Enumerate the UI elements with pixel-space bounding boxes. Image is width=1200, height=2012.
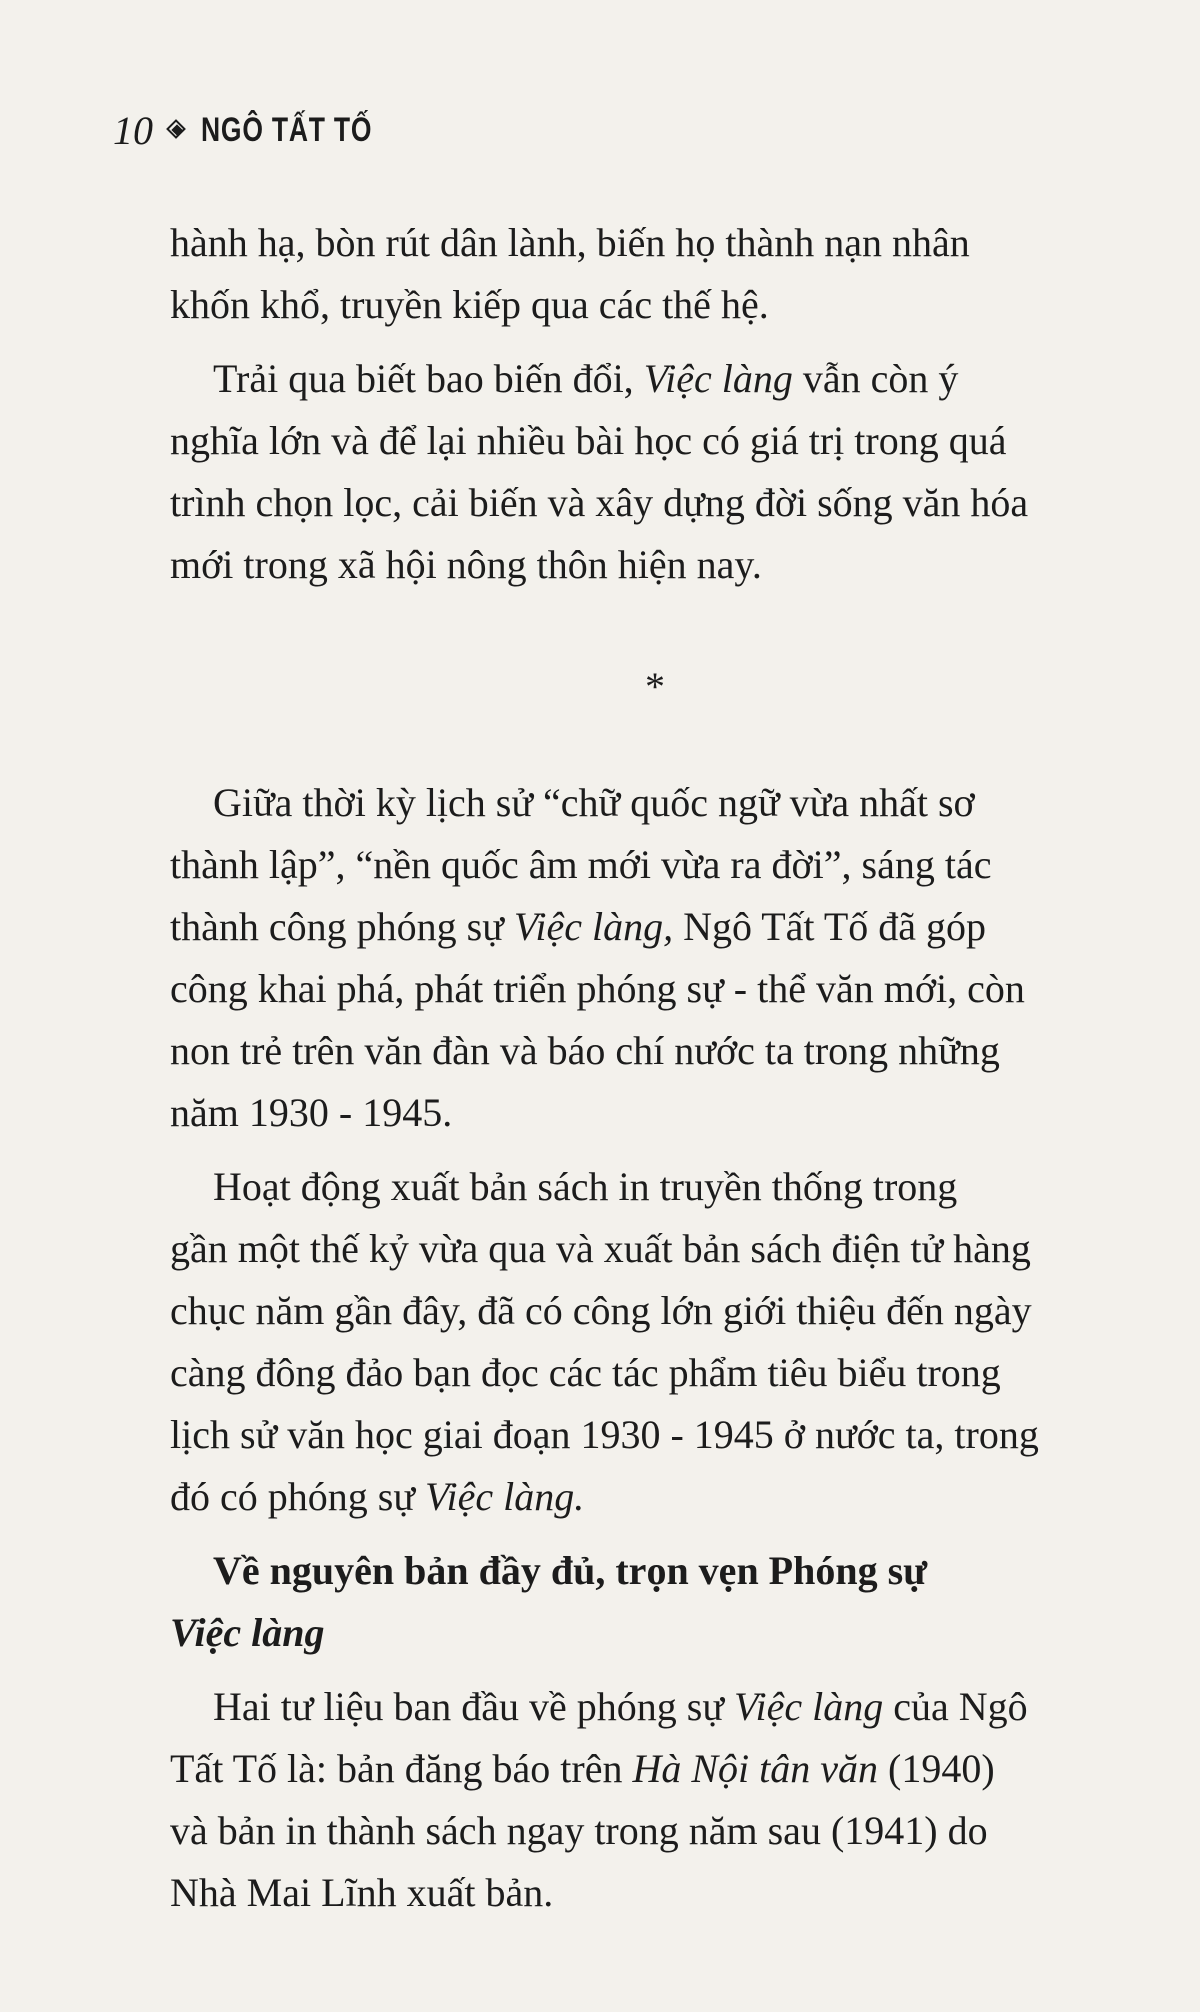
text-line bbox=[170, 1602, 324, 1664]
page-number: 10 bbox=[113, 107, 153, 153]
text-segment: đó có phóng sự bbox=[170, 1474, 425, 1519]
italic-text: Việc làng bbox=[170, 1610, 325, 1655]
bold-text: Về nguyên bản đầy đủ, trọn vẹn Phóng sự bbox=[213, 1548, 928, 1593]
text-line bbox=[213, 1540, 927, 1602]
text-line bbox=[170, 1020, 1000, 1082]
text-segment: gần một thế kỷ vừa qua và xuất bản sách điện tử hàng bbox=[170, 1226, 1031, 1271]
text-line bbox=[170, 212, 970, 274]
text-segment: mới trong xã hội nông thôn hiện nay. bbox=[170, 542, 762, 587]
text-line bbox=[170, 958, 1025, 1020]
italic-text: Việc làng. bbox=[425, 1474, 585, 1519]
text-segment: Hoạt động xuất bản sách in truyền thống trong bbox=[213, 1164, 958, 1209]
text-segment: vẫn còn ý bbox=[792, 356, 959, 401]
section-divider-asterisk bbox=[199, 656, 1111, 718]
text-line bbox=[170, 472, 1028, 534]
text-line bbox=[170, 534, 762, 596]
text-segment: thành công phóng sự bbox=[170, 904, 514, 949]
text-line bbox=[170, 834, 991, 896]
text-segment: Trải qua biết bao biến đổi, bbox=[213, 356, 644, 401]
text-segment: càng đông đảo bạn đọc các tác phẩm tiêu biểu trong bbox=[170, 1350, 1001, 1395]
italic-text: Việc làng bbox=[643, 356, 793, 401]
text-segment: Giữa thời kỳ lịch sử “chữ quốc ngữ vừa nhất sơ bbox=[213, 780, 975, 825]
text-segment: thành lập”, “nền quốc âm mới vừa ra đời”, sáng tác bbox=[170, 842, 992, 887]
text-segment: non trẻ trên văn đàn và báo chí nước ta trong những bbox=[170, 1028, 1000, 1073]
text-line bbox=[213, 1676, 1028, 1738]
text-segment: trình chọn lọc, cải biến và xây dựng đời sống văn hóa bbox=[170, 480, 1029, 525]
text-line bbox=[213, 348, 958, 410]
italic-text: Việc làng bbox=[734, 1684, 884, 1729]
text-segment: công khai phá, phát triển phóng sự - thể văn mới, còn bbox=[170, 966, 1025, 1011]
author-name: NGÔ TẤT TỐ bbox=[201, 110, 373, 149]
text-line bbox=[170, 1466, 584, 1528]
text-line bbox=[170, 896, 986, 958]
text-segment: của Ngô bbox=[883, 1684, 1028, 1729]
text-segment: Nhà Mai Lĩnh xuất bản. bbox=[170, 1870, 554, 1915]
text-line bbox=[213, 1156, 957, 1218]
text-line bbox=[170, 1082, 452, 1144]
text-line bbox=[170, 1280, 1032, 1342]
italic-text: Hà Nội tân văn bbox=[632, 1746, 878, 1791]
text-line bbox=[213, 772, 975, 834]
text-segment: Tất Tố là: bản đăng báo trên bbox=[170, 1746, 633, 1791]
text-line bbox=[170, 1862, 553, 1924]
text-line bbox=[170, 1738, 995, 1800]
running-header bbox=[113, 100, 421, 160]
text-segment: khốn khổ, truyền kiếp qua các thế hệ. bbox=[170, 282, 769, 327]
text-line bbox=[170, 1404, 1039, 1466]
text-segment: chục năm gần đây, đã có công lớn giới thiệu đến ngày bbox=[170, 1288, 1032, 1333]
text-line bbox=[170, 410, 1006, 472]
text-segment: * bbox=[645, 664, 665, 709]
text-segment: lịch sử văn học giai đoạn 1930 - 1945 ở nước ta, trong bbox=[170, 1412, 1039, 1457]
text-segment: nghĩa lớn và để lại nhiều bài học có giá trị trong quá bbox=[170, 418, 1007, 463]
diamond-ornament-icon bbox=[167, 120, 187, 140]
text-segment: hành hạ, bòn rút dân lành, biến họ thành nạn nhân bbox=[170, 220, 970, 265]
text-line bbox=[170, 274, 769, 336]
text-segment: Hai tư liệu ban đầu về phóng sự bbox=[213, 1684, 735, 1729]
text-segment: và bản in thành sách ngay trong năm sau (1941) do bbox=[170, 1808, 988, 1853]
italic-text: Việc làng, bbox=[513, 904, 674, 949]
text-segment: Ngô Tất Tố đã góp bbox=[673, 904, 987, 949]
text-segment: (1940) bbox=[878, 1746, 995, 1791]
text-segment: năm 1930 - 1945. bbox=[170, 1090, 453, 1135]
text-line bbox=[170, 1218, 1031, 1280]
text-line bbox=[170, 1800, 988, 1862]
text-line bbox=[170, 1342, 1001, 1404]
